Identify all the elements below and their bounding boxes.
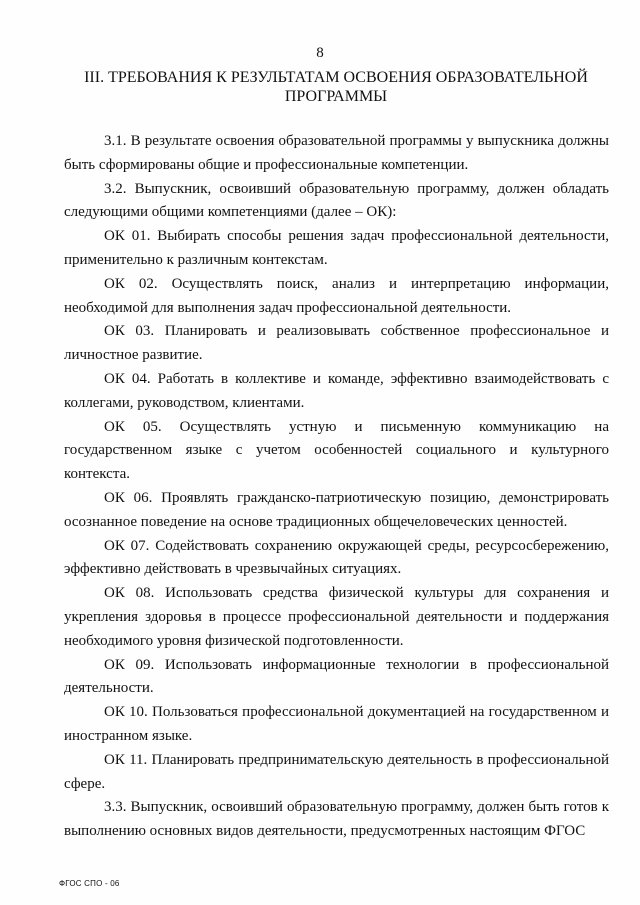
competency-ok-05: ОК 05. Осуществлять устную и письменную коммуникацию на государственном языке с учетом особенностей социального и культурного контекста.	[64, 418, 609, 483]
footer-label: ФГОС СПО - 06	[59, 879, 120, 888]
competency-ok-01: ОК 01. Выбирать способы решения задач профессиональной деятельности, применительно к различным контекстам.	[64, 228, 609, 268]
competency-ok-11: ОК 11. Планировать предпринимательскую деятельность в профессиональной сфере.	[64, 751, 609, 792]
competency-ok-06: ОК 06. Проявлять гражданско-патриотическую позицию, демонстрировать осознанное поведение на основе традиционных общечеловеческих ценностей.	[64, 489, 609, 530]
paragraph-3-2: 3.2. Выпускник, освоивший образовательную программу, должен обладать следующими общими компетенциями (далее – ОК):	[64, 180, 609, 221]
competency-ok-04: ОК 04. Работать в коллективе и команде, эффективно взаимодействовать с коллегами, руководством, клиентами.	[64, 370, 609, 411]
page-number: 8	[316, 45, 324, 61]
competency-ok-07: ОК 07. Содействовать сохранению окружающей среды, ресурсосбережению, эффективно действовать в чрезвычайных ситуациях.	[64, 537, 609, 578]
section-title: III. ТРЕБОВАНИЯ К РЕЗУЛЬТАТАМ ОСВОЕНИЯ ОБРАЗОВАТЕЛЬНОЙ ПРОГРАММЫ	[84, 69, 588, 105]
competency-ok-03: ОК 03. Планировать и реализовывать собственное профессиональное и личностное развитие.	[64, 323, 609, 364]
competency-ok-09: ОК 09. Использовать информационные технологии в профессиональной деятельности.	[64, 656, 609, 697]
competency-ok-08: ОК 08. Использовать средства физической культуры для сохранения и укрепления здоровья в процессе профессиональной деятельности и поддержания необходимого уровня физической подготовленности.	[64, 585, 609, 649]
document-body	[64, 130, 609, 844]
competency-ok-02: ОК 02. Осуществлять поиск, анализ и интерпретацию информации, необходимой для выполнения задач профессиональной деятельности.	[64, 275, 609, 316]
competency-ok-10: ОК 10. Пользоваться профессиональной документацией на государственном и иностранном языке.	[64, 704, 609, 744]
paragraph-3-1: 3.1. В результате освоения образовательной программы у выпускника должны быть сформированы общие и профессиональные компетенции.	[64, 133, 609, 173]
paragraph-3-3: 3.3. Выпускник, освоивший образовательную программу, должен быть готов к выполнению основных видов деятельности, предусмотренных настоящим ФГОС	[64, 799, 609, 840]
